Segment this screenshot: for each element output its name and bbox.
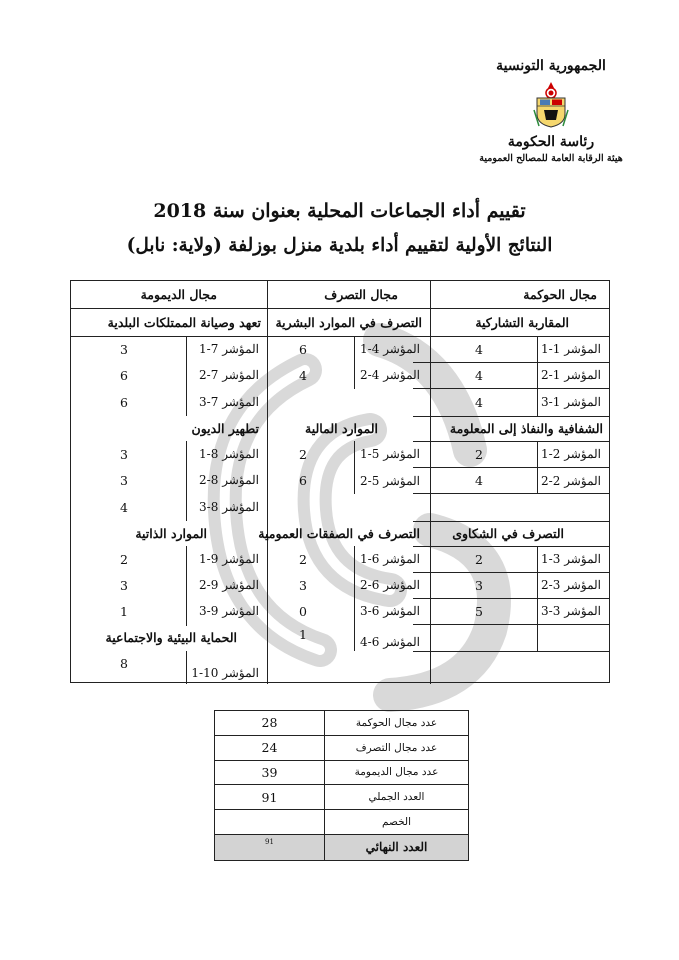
indicator-value: 3 bbox=[120, 341, 128, 357]
section-maintenance: تعهد وصيانة الممتلكات البلدية bbox=[107, 314, 261, 330]
indicator-value: 0 bbox=[299, 603, 307, 619]
domain-governance: مجال الحوكمة bbox=[523, 287, 597, 302]
indicator-value: 3 bbox=[299, 577, 307, 593]
indicator-label: المؤشر 9-3 bbox=[199, 604, 259, 618]
summary-label: العدد الجملي bbox=[324, 785, 468, 809]
summary-row bbox=[215, 810, 468, 835]
indicator-label: المؤشر 6-2 bbox=[360, 578, 420, 592]
indicator-label: المؤشر 6-3 bbox=[360, 604, 420, 618]
indicator-value: 1 bbox=[299, 627, 307, 642]
agency-name: هيئة الرقابة العامة للمصالح العمومية bbox=[479, 153, 623, 164]
page-title: تقييم أداء الجماعات المحلية بعنوان سنة 2018 bbox=[153, 200, 526, 222]
section-debts: تطهير الديون bbox=[191, 421, 259, 436]
section-environment: الحماية البيئية والاجتماعية bbox=[105, 630, 237, 645]
summary-label: الخصم bbox=[324, 810, 468, 834]
domain-management: مجال التصرف bbox=[324, 287, 398, 302]
indicator-label: المؤشر 7-3 bbox=[199, 395, 259, 409]
indicator-value: 4 bbox=[120, 499, 128, 515]
indicator-label: المؤشر 1-3 bbox=[541, 395, 601, 409]
indicator-label: المؤشر 2-1 bbox=[541, 447, 601, 461]
indicator-label: المؤشر 6-1 bbox=[360, 552, 420, 566]
results-table bbox=[70, 280, 610, 683]
country-name: الجمهورية التونسية bbox=[496, 58, 606, 74]
summary-label: عدد مجال الديمومة bbox=[324, 761, 468, 785]
indicator-value: 8 bbox=[120, 656, 128, 671]
indicator-value: 4 bbox=[475, 394, 483, 410]
summary-row-final bbox=[215, 835, 468, 860]
summary-row bbox=[215, 711, 468, 736]
indicator-value: 3 bbox=[120, 446, 128, 462]
summary-row bbox=[215, 736, 468, 761]
indicator-label: المؤشر 3-3 bbox=[541, 604, 601, 618]
summary-table bbox=[214, 710, 469, 861]
indicator-label: المؤشر 4-1 bbox=[360, 342, 420, 356]
summary-value: 24 bbox=[261, 740, 278, 756]
indicator-value: 3 bbox=[475, 577, 483, 593]
indicator-value: 4 bbox=[475, 367, 483, 383]
indicator-value: 6 bbox=[299, 341, 307, 357]
page-subtitle: النتائج الأولية لتقييم أداء بلدية منزل بوزلفة (ولاية: نابل) bbox=[126, 235, 553, 256]
indicator-label: المؤشر 4-2 bbox=[360, 368, 420, 382]
summary-value: 91 bbox=[261, 789, 278, 805]
summary-label: العدد النهائي bbox=[324, 835, 468, 860]
indicator-label: المؤشر 1-2 bbox=[541, 368, 601, 382]
indicator-value: 2 bbox=[475, 446, 483, 462]
indicator-value: 4 bbox=[299, 367, 307, 383]
indicator-label: المؤشر 5-1 bbox=[360, 447, 420, 461]
section-finance: الموارد المالية bbox=[305, 421, 378, 436]
indicator-label: المؤشر 8-3 bbox=[199, 500, 259, 514]
indicator-label: المؤشر 8-2 bbox=[199, 473, 259, 487]
indicator-label: المؤشر 2-2 bbox=[541, 473, 601, 488]
indicator-value: 3 bbox=[120, 472, 128, 488]
section-hr: التصرف في الموارد البشرية bbox=[275, 314, 422, 330]
indicator-label: المؤشر 9-2 bbox=[199, 578, 259, 592]
summary-row bbox=[215, 761, 468, 786]
indicator-label: المؤشر 9-1 bbox=[199, 552, 259, 566]
indicator-label: المؤشر 1-1 bbox=[541, 342, 601, 356]
indicator-label: المؤشر 6-4 bbox=[360, 635, 420, 649]
tunisia-emblem-icon bbox=[532, 80, 570, 128]
section-complaints: التصرف في الشكاوى bbox=[452, 526, 564, 541]
section-own-resources: الموارد الذاتية bbox=[135, 526, 207, 541]
indicator-label: المؤشر 10-1 bbox=[191, 666, 259, 680]
header bbox=[471, 58, 631, 164]
indicator-value: 6 bbox=[299, 473, 307, 488]
indicator-label: المؤشر 3-2 bbox=[541, 578, 601, 592]
section-procurement: التصرف في الصفقات العمومية bbox=[258, 526, 420, 541]
indicator-label: المؤشر 5-2 bbox=[360, 473, 420, 488]
indicator-label: المؤشر 7-2 bbox=[199, 368, 259, 382]
summary-value: 28 bbox=[261, 715, 278, 731]
indicator-label: المؤشر 7-1 bbox=[199, 342, 259, 356]
summary-value bbox=[215, 810, 324, 834]
government-name: رئاسة الحكومة bbox=[507, 134, 595, 150]
section-participatory: المقاربة التشاركية bbox=[475, 314, 569, 330]
indicator-value: 4 bbox=[475, 473, 483, 488]
indicator-value: 1 bbox=[120, 603, 128, 619]
summary-label: عدد مجال الحوكمة bbox=[324, 711, 468, 735]
indicator-value: 2 bbox=[299, 551, 307, 567]
indicator-value: 6 bbox=[120, 367, 128, 383]
summary-label: عدد مجال التصرف bbox=[324, 736, 468, 760]
summary-value: 39 bbox=[261, 764, 278, 780]
indicator-value: 3 bbox=[120, 577, 128, 593]
domain-sustainability: مجال الديمومة bbox=[140, 287, 217, 302]
indicator-value: 4 bbox=[475, 341, 483, 357]
indicator-label: المؤشر 3-1 bbox=[541, 552, 601, 566]
indicator-value: 5 bbox=[475, 603, 483, 619]
indicator-value: 2 bbox=[299, 446, 307, 462]
summary-value: 91 bbox=[265, 837, 274, 846]
indicator-value: 2 bbox=[120, 551, 128, 567]
indicator-value: 2 bbox=[475, 551, 483, 567]
summary-row bbox=[215, 785, 468, 810]
indicator-value: 6 bbox=[120, 394, 128, 410]
indicator-label: المؤشر 8-1 bbox=[199, 447, 259, 461]
section-transparency: الشفافية والنفاذ إلى المعلومة bbox=[449, 421, 603, 436]
